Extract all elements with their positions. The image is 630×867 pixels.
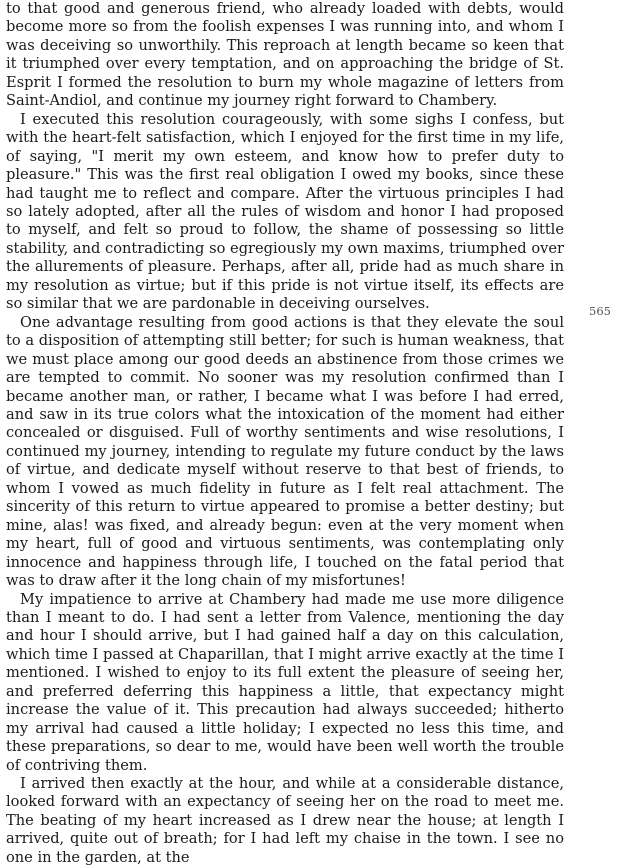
paragraph-continued: to that good and generous friend, who already loaded with debts, would become more so from the foolish expenses I was running into, and whom I was deceiving so unworthily. This reproach at length became so keen that it triumphed over every temptation, and on approaching the bridge of St. Esprit I formed the resolution to burn my whole magazine of letters from Saint-Andiol, and continue my journey right forward to Chambery. xyxy=(6,0,564,110)
paragraph: One advantage resulting from good actions is that they elevate the soul to a disposition of attempting still better; for such is human weakness, that we must place among our good deeds an abstinence from those crimes we are tempted to commit. No sooner was my resolution confirmed than I became another man, or rather, I became what I was before I had erred, and saw in its true colors what the intoxication of the moment had either concealed or disguised. Full of worthy sentiments and wise resolutions, I continued my journey, intending to regulate my future conduct by the laws of virtue, and dedicate myself without reserve to that best of friends, to whom I vowed as much fidelity in future as I felt real attachment. The sincerity of this return to virtue appeared to promise a better destiny; but mine, alas! was fixed, and already begun: even at the very moment when my heart, full of good and virtuous sentiments, was contemplating only innocence and happiness through life, I touched on the fatal period that was to draw after it the long chain of my misfortunes! xyxy=(6,313,564,590)
body-text xyxy=(6,0,564,867)
paragraph: I arrived then exactly at the hour, and while at a considerable distance, looked forward with an expectancy of seeing her on the road to meet me. The beating of my heart increased as I drew near the house; at length I arrived, quite out of breath; for I had left my chaise in the town. I see no one in the garden, at the xyxy=(6,775,564,866)
paragraph: My impatience to arrive at Chambery had made me use more diligence than I meant to do. I had sent a letter from Valence, mentioning the day and hour I should arrive, but I had gained half a day on this calculation, which time I passed at Chaparillan, that I might arrive exactly at the time I mentioned. I wished to enjoy to its full extent the pleasure of seeing her, and preferred deferring this happiness a little, that expectancy might increase the value of it. This precaution had always succeeded; hitherto my arrival had caused a little holiday; I expected no less this time, and these preparations, so dear to me, would have been well worth the trouble of contriving them. xyxy=(6,590,564,774)
page-number: 565 xyxy=(589,304,611,318)
paragraph: I executed this resolution courageously, with some sighs I confess, but with the heart-felt satisfaction, which I enjoyed for the first time in my life, of saying, "I merit my own esteem, and know how to prefer duty to pleasure." This was the first real obligation I owed my books, since these had taught me to reflect and compare. After the virtuous principles I had so lately adopted, after all the rules of wisdom and honor I had proposed to myself, and felt so proud to follow, the shame of possessing so little stability, and contradicting so egregiously my own maxims, triumphed over the allurements of pleasure. Perhaps, after all, pride had as much share in my resolution as virtue; but if this pride is not virtue itself, its effects are so similar that we are pardonable in deceiving ourselves. xyxy=(6,110,564,313)
